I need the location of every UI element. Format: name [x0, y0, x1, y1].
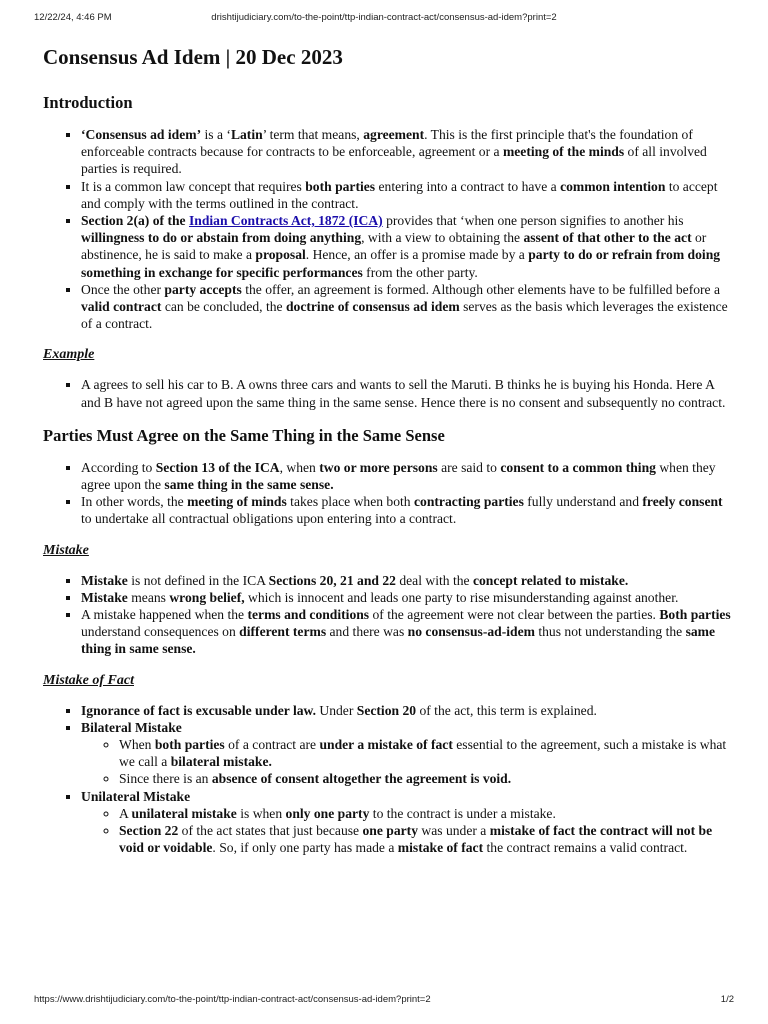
list-item: ▪ According to Section 13 of the ICA, when two or more persons are said to consent to a common thing when they agree upon the same thing in the same sense. — [81, 459, 731, 493]
introduction-list — [43, 126, 731, 332]
section-heading-introduction: Introduction — [43, 93, 133, 112]
list-item: ▪ Section 2(a) of the Indian Contracts Act, 1872 (ICA) provides that ‘when one person signifies to another his willingness to do or abstain from doing anything, with a view to obtaining the assent of that other to the act or abstinence, he is said to make a proposal. Hence, an offer is a promise made by a party to do or refrain from doing something in exchange for specific performances from the other party. — [81, 212, 731, 281]
print-footer — [0, 994, 768, 1008]
list-item: ▪ Once the other party accepts the offer, an agreement is formed. Although other elements have to be fulfilled before a valid contract can be concluded, the doctrine of consensus ad idem serves as the basis which leverages the existence of a contract. — [81, 281, 731, 333]
subheading-mistake: Mistake — [43, 542, 89, 558]
list-item: ◦ Since there is an absence of consent altogether the agreement is void. — [119, 770, 731, 787]
list-item: ▪ It is a common law concept that requires both parties entering into a contract to have a common intention to accept and comply with the terms outlined in the contract. — [81, 178, 731, 212]
print-datetime: 12/22/24, 4:46 PM — [34, 12, 112, 23]
list-item: ▪ In other words, the meeting of minds takes place when both contracting parties fully understand and freely consent to undertake all contractual obligations upon entering into a contract. — [81, 493, 731, 527]
subheading-mistake-of-fact: Mistake of Fact — [43, 672, 134, 688]
bilateral-mistake-sublist — [81, 736, 731, 788]
example-list — [43, 376, 731, 410]
list-item: ◦ When both parties of a contract are under a mistake of fact essential to the agreement, such a mistake is what we call a bilateral mistake. — [119, 736, 731, 770]
print-footer-url: https://www.drishtijudiciary.com/to-the-point/ttp-indian-contract-act/consensus-ad-idem?print=2 — [34, 994, 431, 1005]
mistake-of-fact-list — [43, 702, 731, 857]
section-heading-same-sense: Parties Must Agree on the Same Thing in the Same Sense — [43, 425, 445, 445]
print-header-url: drishtijudiciary.com/to-the-point/ttp-indian-contract-act/consensus-ad-idem?print=2 — [211, 12, 557, 23]
list-item: ▪ Unilateral Mistake ◦ A unilateral mistake is when only one party to the contract is under a mistake. ◦ Section 22 of the act states that just because one party was under a mistake of fact the contract will not be void or voidable. So, if only one party has made a mistake of fact the contract remains a valid contract. — [81, 788, 731, 857]
subheading-example: Example — [43, 347, 95, 363]
list-item: ▪ Mistake is not defined in the ICA Sections 20, 21 and 22 deal with the concept related to mistake. — [81, 572, 731, 589]
mistake-list — [43, 572, 731, 658]
article — [43, 36, 731, 871]
list-item: ◦ A unilateral mistake is when only one party to the contract is under a mistake. — [119, 805, 731, 822]
indian-contracts-act-link[interactable]: Indian Contracts Act, 1872 (ICA) — [188, 213, 383, 229]
page-title: Consensus Ad Idem | 20 Dec 2023 — [43, 45, 343, 69]
list-item: ▪ A agrees to sell his car to B. A owns three cars and wants to sell the Maruti. B thinks he is buying his Honda. Here A and B have not agreed upon the same thing in the same sense. Hence there is no consent and subsequently no contract. — [81, 376, 731, 410]
list-item: ◦ Section 22 of the act states that just because one party was under a mistake of fact the contract will not be void or voidable. So, if only one party has made a mistake of fact the contract remains a valid contract. — [119, 822, 731, 856]
list-item: ▪ ‘Consensus ad idem’ is a ‘Latin’ term that means, agreement. This is the first principle that's the foundation of enforceable contracts because for contracts to be enforceable, agreement or a meeting of the minds of all involved parties is required. — [81, 126, 731, 178]
page-number: 1/2 — [720, 994, 734, 1005]
unilateral-mistake-sublist — [81, 805, 731, 857]
list-item: ▪ Bilateral Mistake ◦ When both parties of a contract are under a mistake of fact essential to the agreement, such a mistake is what we call a bilateral mistake. ◦ Since there is an absence of consent altogether the agreement is void. — [81, 719, 731, 788]
print-header — [0, 12, 768, 26]
list-item: ▪ Ignorance of fact is excusable under law. Under Section 20 of the act, this term is explained. — [81, 702, 731, 719]
list-item: ▪ A mistake happened when the terms and conditions of the agreement were not clear between the parties. Both parties understand consequences on different terms and there was no consensus-ad-idem thus not understanding the same thing in same sense. — [81, 606, 731, 658]
same-sense-list — [43, 459, 731, 528]
list-item: ▪ Mistake means wrong belief, which is innocent and leads one party to rise misunderstanding against another. — [81, 589, 731, 606]
